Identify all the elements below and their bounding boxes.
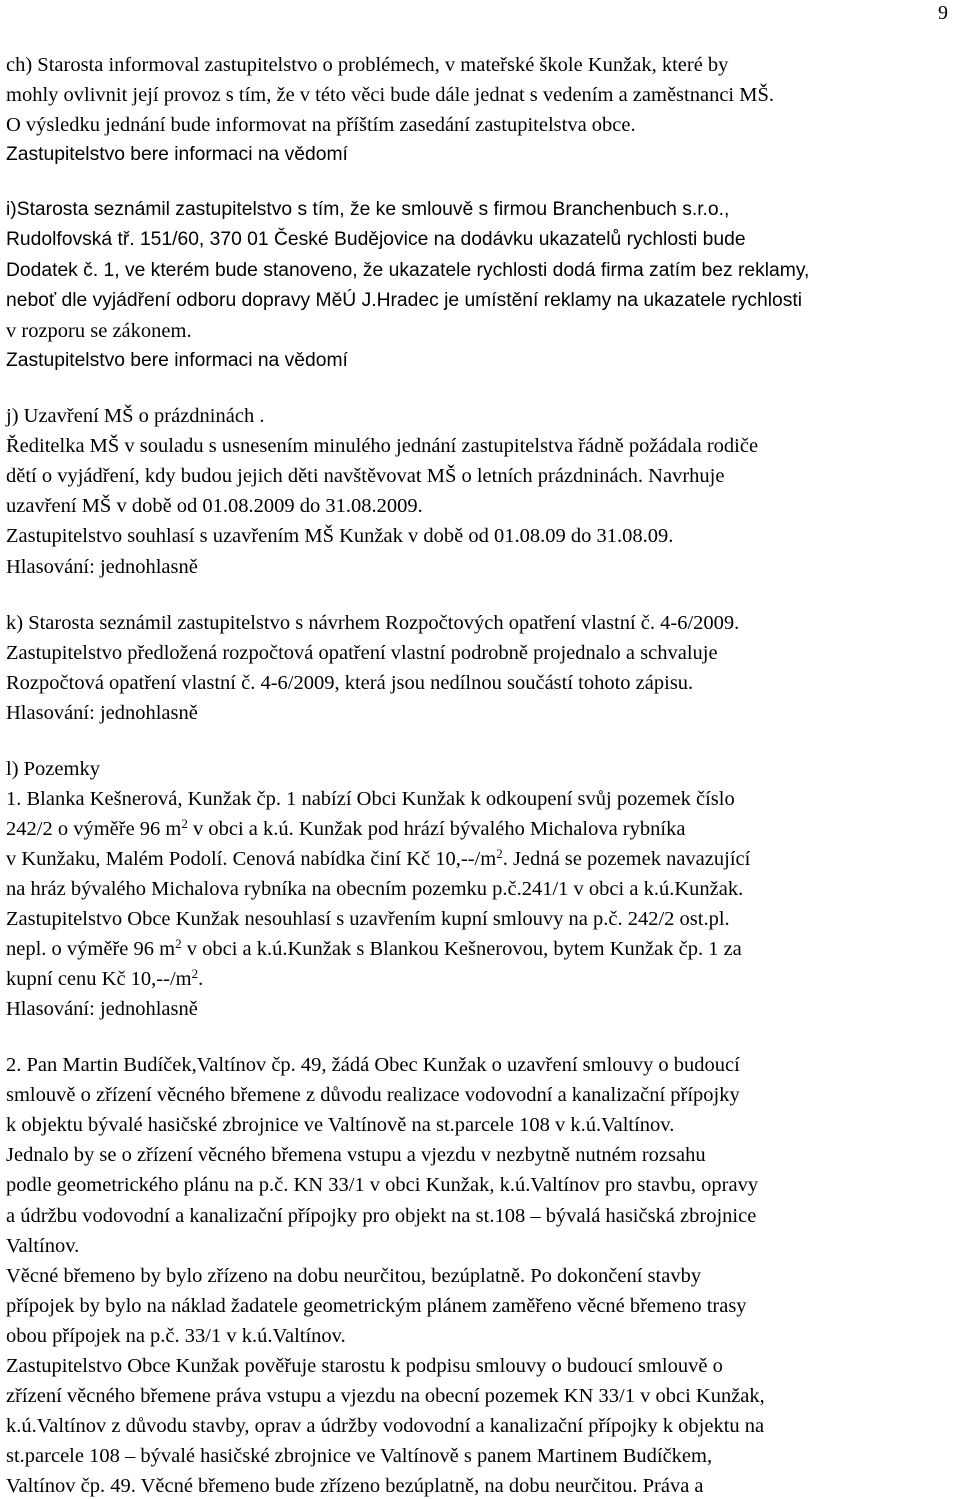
text-line: na hráz bývalého Michalova rybníka na obecním pozemku p.č.241/1 v obci a k.ú.Kunžak. [6, 878, 744, 900]
text-line: Dodatek č. 1, ve kterém bude stanoveno, že ukazatele rychlosti dodá firma zatím bez reklamy, [6, 260, 810, 281]
text-segment: 242/2 o výměře 96 m [6, 818, 182, 840]
text-segment: . Jedná se pozemek navazující [502, 848, 751, 870]
text-segment: . [198, 968, 204, 990]
text-line: Hlasování: jednohlasně [6, 556, 198, 578]
superscript: 2 [175, 935, 182, 951]
text-line: k.ú.Valtínov z důvodu stavby, oprav a údržby vodovodní a kanalizační přípojky k objektu na [6, 1415, 765, 1437]
text-line: st.parcele 108 – bývalé hasičské zbrojnice ve Valtínově s panem Martinem Budíčkem, [6, 1445, 713, 1467]
text-line: Hlasování: jednohlasně [6, 998, 198, 1020]
text-line: Zastupitelstvo Obce Kunžak pověřuje starostu k podpisu smlouvy o budoucí smlouvě o [6, 1355, 723, 1377]
text-line: Jednalo by se o zřízení věcného břemena vstupu a vjezdu v nezbytně nutném rozsahu [6, 1144, 706, 1166]
text-line: zřízení věcného břemene práva vstupu a vjezdu na obecní pozemek KN 33/1 v obci Kunžak, [6, 1385, 765, 1407]
text-line: O výsledku jednání bude informovat na příštím zasedání zastupitelstva obce. [6, 114, 636, 136]
text-line: v rozporu se zákonem. [6, 320, 192, 342]
text-line: Věcné břemeno by bylo zřízeno na dobu neurčitou, bezúplatně. Po dokončení stavby [6, 1265, 702, 1287]
text-line: k objektu bývalé hasičské zbrojnice ve Valtínově na st.parcele 108 v k.ú.Valtínov. [6, 1114, 675, 1136]
superscript: 2 [191, 965, 199, 981]
text-line: ch) Starosta informoval zastupitelstvo o problémech, v mateřské škole Kunžak, které by [6, 54, 729, 76]
text-segment: v obci a k.ú. Kunžak pod hrází bývalého Michalova rybníka [187, 818, 686, 840]
text-line: j) Uzavření MŠ o prázdninách . [6, 405, 265, 427]
text-line: Zastupitelstvo Obce Kunžak nesouhlasí s uzavřením kupní smlouvy na p.č. 242/2 ost.pl. [6, 908, 730, 930]
text-line: smlouvě o zřízení věcného břemene z důvodu realizace vodovodní a kanalizační přípojky [6, 1084, 740, 1106]
text-segment: nepl. o výměře 96 m [6, 938, 176, 960]
text-line [6, 935, 742, 960]
text-line: obou přípojek na p.č. 33/1 v k.ú.Valtínov. [6, 1325, 346, 1347]
text-line: Rudolfovská tř. 151/60, 370 01 České Budějovice na dodávku ukazatelů rychlosti bude [6, 229, 746, 250]
text-line: přípojek by bylo na náklad žadatele geometrickým plánem zaměřeno věcné břemeno trasy [6, 1295, 747, 1317]
superscript: 2 [181, 815, 188, 831]
text-line: Ředitelka MŠ v souladu s usnesením minulého jednání zastupitelstva řádně požádala rodiče [6, 435, 759, 457]
text-line: Hlasování: jednohlasně [6, 702, 198, 724]
text-line: neboť dle vyjádření odboru dopravy MěÚ J.Hradec je umístění reklamy na ukazatele rychlosti [6, 290, 803, 311]
text-line: dětí o vyjádření, kdy budou jejich děti navštěvovat MŠ o letních prázdninách. Navrhuje [6, 465, 725, 487]
text-line: mohly ovlivnit její provoz s tím, že v této věci bude dále jednat s vedením a zaměstnanci MŠ. [6, 84, 774, 106]
text-line: 1. Blanka Kešnerová, Kunžak čp. 1 nabízí Obci Kunžak k odkoupení svůj pozemek číslo [6, 788, 735, 810]
text-line: a údržbu vodovodní a kanalizační přípojky pro objekt na st.108 – bývalá hasičská zbrojnice [6, 1205, 757, 1227]
text-line: i)Starosta seznámil zastupitelstvo s tím, že ke smlouvě s firmou Branchenbuch s.r.o., [6, 199, 730, 220]
text-line: Rozpočtová opatření vlastní č. 4-6/2009, která jsou nedílnou součástí tohoto zápisu. [6, 672, 694, 694]
text-line [6, 815, 686, 840]
text-line: Zastupitelstvo bere informaci na vědomí [6, 144, 348, 165]
text-line [6, 845, 751, 870]
text-line: k) Starosta seznámil zastupitelstvo s návrhem Rozpočtových opatření vlastní č. 4-6/2009. [6, 612, 740, 634]
text-line: Valtínov. [6, 1235, 80, 1257]
text-line [6, 965, 204, 990]
text-line: l) Pozemky [6, 758, 100, 780]
text-segment: v obci a k.ú.Kunžak s Blankou Kešnerovou, bytem Kunžak čp. 1 za [181, 938, 742, 960]
text-segment: v Kunžaku, Malém Podolí. Cenová nabídka činí Kč 10,--/m [6, 848, 497, 870]
text-line: podle geometrického plánu na p.č. KN 33/1 v obci Kunžak, k.ú.Valtínov pro stavbu, opravy [6, 1174, 759, 1196]
text-line: Zastupitelstvo předložená rozpočtová opatření vlastní podrobně projednalo a schvaluje [6, 642, 718, 664]
text-line: Zastupitelstvo bere informaci na vědomí [6, 350, 348, 371]
superscript: 2 [496, 845, 503, 861]
text-line: 2. Pan Martin Budíček,Valtínov čp. 49, žádá Obec Kunžak o uzavření smlouvy o budoucí [6, 1054, 740, 1076]
text-line: uzavření MŠ v době od 01.08.2009 do 31.08.2009. [6, 495, 423, 517]
text-line: Valtínov čp. 49. Věcné břemeno bude zřízeno bezúplatně, na dobu neurčitou. Práva a [6, 1475, 704, 1497]
page-number: 9 [938, 2, 948, 24]
text-segment: kupní cenu Kč 10,--/m [6, 968, 192, 990]
text-line: Zastupitelstvo souhlasí s uzavřením MŠ Kunžak v době od 01.08.09 do 31.08.09. [6, 525, 674, 547]
